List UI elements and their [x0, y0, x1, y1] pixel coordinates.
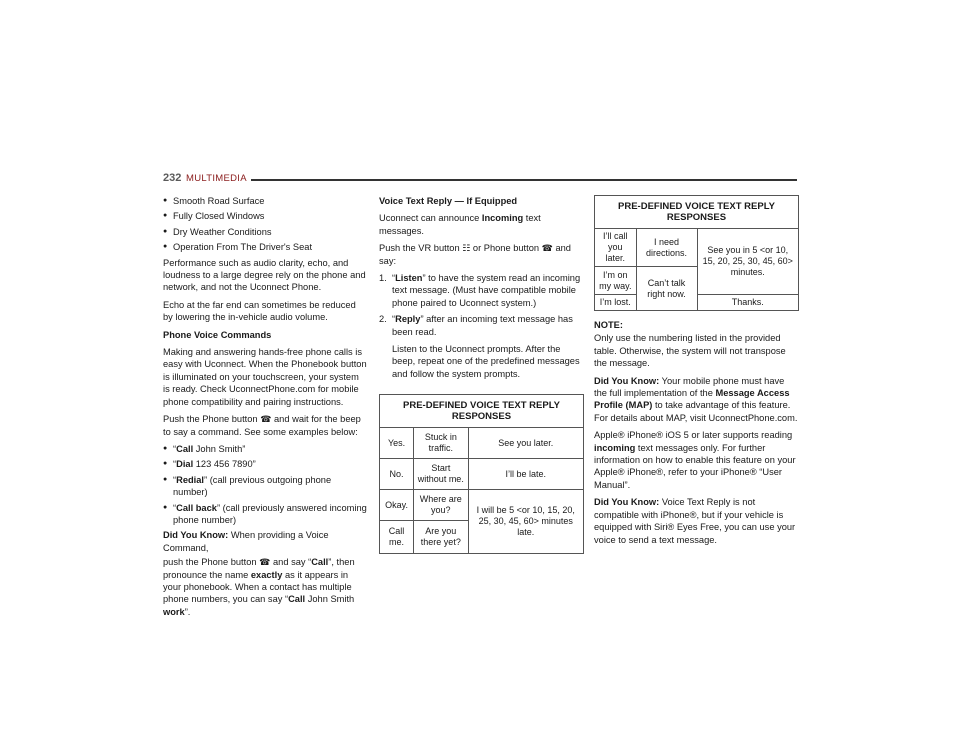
conditions-list: [163, 195, 368, 254]
text-span: or Phone button: [470, 243, 540, 254]
list-item: [379, 313, 584, 338]
emphasis-text: incoming: [594, 442, 636, 453]
table-cell: Can’t talk right now.: [636, 267, 697, 311]
text-span: text messages.: [379, 213, 541, 236]
text-span: John Smith: [305, 594, 355, 605]
table-cell: See you later.: [468, 428, 583, 459]
list-item: [163, 458, 368, 470]
table-row: [380, 428, 584, 459]
quote-open: “: [392, 273, 396, 284]
command-keyword: Call: [176, 443, 194, 454]
table-cell: Where are you?: [414, 490, 468, 521]
command-text: 123 456 7890”: [193, 459, 256, 470]
table-cell: See you in 5 <or 10, 15, 20, 25, 30, 45, 60> minutes.: [697, 229, 799, 295]
paragraph-apple: [594, 429, 799, 491]
list-item: [163, 474, 368, 499]
text-span: ”.: [184, 606, 191, 617]
step-number: 2.: [379, 314, 387, 325]
note-text: Only use the numbering listed in the provided table. Otherwise, the system will not transpose the message.: [594, 333, 786, 369]
paragraph-making-calls: Making and answering hands-free phone calls is easy with Uconnect. When the Phonebook button is illuminated on your touchscreen, your system is ready. Check UconnectPhone.com for mobile phone compatibility and pairing instructions.: [163, 347, 367, 407]
list-item: ● Fully Closed Windows: [163, 210, 368, 222]
command-examples-list: [163, 443, 368, 526]
phone-icon: ☎: [260, 414, 272, 425]
list-item: ● Operation From The Driver's Seat: [163, 241, 368, 253]
voice-reply-table-1: [379, 394, 584, 554]
table-cell: Yes.: [380, 428, 414, 459]
paragraph-performance: Performance such as audio clarity, echo, and loudness to a large degree rely on the phone and network, and not the Uconnect Phone.: [163, 257, 366, 293]
table-row: [380, 459, 584, 490]
command-text: John Smith”: [193, 443, 246, 454]
command-keyword: Listen: [395, 273, 423, 284]
quote-open: “: [173, 459, 177, 470]
command-text: ” (call previously answered incoming phone number): [173, 502, 367, 525]
phone-icon: ☎: [541, 243, 553, 254]
emphasis-text: Incoming: [481, 213, 524, 224]
column-middle: [379, 195, 584, 554]
list-item: [163, 443, 368, 455]
push-text-a: Push the Phone button: [163, 414, 258, 425]
text-span: Push the VR button: [379, 243, 460, 254]
list-item: ● Smooth Road Surface: [163, 195, 368, 207]
text-span: and say:: [379, 243, 571, 266]
table-title: PRE-DEFINED VOICE TEXT REPLY RESPONSES: [595, 196, 799, 229]
section-title: MULTIMEDIA: [186, 173, 247, 184]
text-span: Voice Text Reply is not compatible with iPhone®, but if your vehicle is equipped with Siri® Eyes Free, you can use your voice to send a text message.: [594, 497, 796, 545]
text-span: ”, then pronounce the name: [163, 557, 355, 580]
quote-open: “: [173, 443, 177, 454]
page-header: [163, 172, 797, 186]
quote-open: “: [173, 502, 177, 513]
paragraph-echo: Echo at the far end can sometimes be reduced by lowering the in-vehicle audio volume.: [163, 299, 356, 323]
quote-open: “: [392, 314, 396, 325]
did-you-know-label: Did You Know:: [594, 375, 660, 386]
command-text: ” (call previous outgoing phone number): [173, 474, 332, 498]
table-cell: Are you there yet?: [414, 521, 468, 554]
paragraph-did-you-know-map: [594, 375, 799, 425]
phone-icon: ☎: [259, 557, 271, 568]
table-row: [595, 229, 799, 267]
heading-phone-voice-commands: Phone Voice Commands: [163, 329, 272, 340]
text-span: Uconnect can announce: [379, 213, 482, 224]
table-cell: Thanks.: [697, 295, 799, 311]
text-span: push the Phone button: [163, 557, 257, 568]
did-you-know-text: When providing a Voice Command,: [163, 530, 329, 553]
table-cell: I will be 5 <or 10, 15, 20, 25, 30, 45, 60> minutes late.: [468, 490, 583, 554]
command-keyword: Call: [311, 557, 329, 568]
paragraph-push-phone: [163, 413, 368, 438]
table-cell: Stuck in traffic.: [414, 428, 468, 459]
text-span: text messages only. For further information on how to enable this feature on your Apple® iPhone®, refer to your iPhone® “User Manual”.: [594, 442, 796, 490]
paragraph-did-you-know-siri: [594, 496, 799, 546]
push-text-b: and wait for the beep to say a command. See some examples below:: [163, 414, 361, 437]
reply-steps: [379, 272, 584, 338]
table-cell: Call me.: [380, 521, 414, 554]
column-left: [163, 195, 368, 623]
voice-recognition-icon: ☷: [462, 243, 471, 254]
list-item: ● Dry Weather Conditions: [163, 226, 368, 238]
list-item: [379, 272, 584, 309]
column-right: [594, 195, 799, 551]
table-cell: Okay.: [380, 490, 414, 521]
table-cell: Start without me.: [414, 459, 468, 490]
text-span: and say “: [270, 557, 312, 568]
command-keyword: Call: [288, 594, 306, 605]
text-span: to take advantage of this feature. For details about MAP, visit UconnectPhone.com.: [594, 400, 798, 423]
quote-open: “: [173, 474, 177, 485]
note-title: NOTE:: [594, 320, 623, 330]
paragraph-announce: [379, 212, 584, 237]
text-span: Apple® iPhone® iOS 5 or later supports reading: [594, 430, 793, 441]
command-keyword: work: [163, 606, 185, 617]
list-item: [163, 502, 368, 527]
paragraph-listen-prompts: Listen to the Uconnect prompts. After the beep, repeat one of the predefined messages and follow the system prompts.: [392, 344, 580, 379]
table-row: [595, 295, 799, 311]
text-span: as it appears in your phonebook. When a contact has multiple phone numbers, you can say “: [163, 569, 352, 605]
command-keyword: Redial: [176, 474, 205, 485]
command-keyword: Dial: [176, 459, 194, 470]
table-cell: I’ll be late.: [468, 459, 583, 490]
step-text: ” after an incoming text message has been read.: [392, 314, 573, 337]
paragraph-call-instructions: [163, 556, 368, 618]
emphasis-text: exactly: [250, 569, 283, 580]
command-keyword: Call back: [176, 502, 217, 513]
paragraph-did-you-know: [163, 529, 368, 554]
voice-reply-table-2: [594, 195, 799, 311]
page-number: 232: [163, 172, 182, 184]
table-cell: No.: [380, 459, 414, 490]
table-title: PRE-DEFINED VOICE TEXT REPLY RESPONSES: [380, 395, 584, 428]
text-span: Your mobile phone must have the full implementation of the: [594, 375, 785, 399]
did-you-know-label: Did You Know:: [594, 497, 660, 508]
emphasis-text: Message Access Profile (MAP): [594, 388, 790, 411]
table-cell: I need directions.: [636, 229, 697, 267]
did-you-know-label: Did You Know:: [163, 530, 229, 541]
command-keyword: Reply: [395, 314, 421, 325]
table-cell: I’ll call you later.: [595, 229, 637, 267]
table-row: [380, 490, 584, 521]
table-cell: I’m on my way.: [595, 267, 637, 295]
paragraph-push-vr: [379, 242, 584, 267]
table-cell: I’m lost.: [595, 295, 637, 311]
header-rule: [251, 179, 797, 181]
step-text: ” to have the system read an incoming text message. (Must have compatible mobile phone paired to Uconnect system.): [392, 273, 581, 308]
step-number: 1.: [379, 273, 387, 284]
heading-voice-text-reply: Voice Text Reply — If Equipped: [379, 196, 518, 206]
